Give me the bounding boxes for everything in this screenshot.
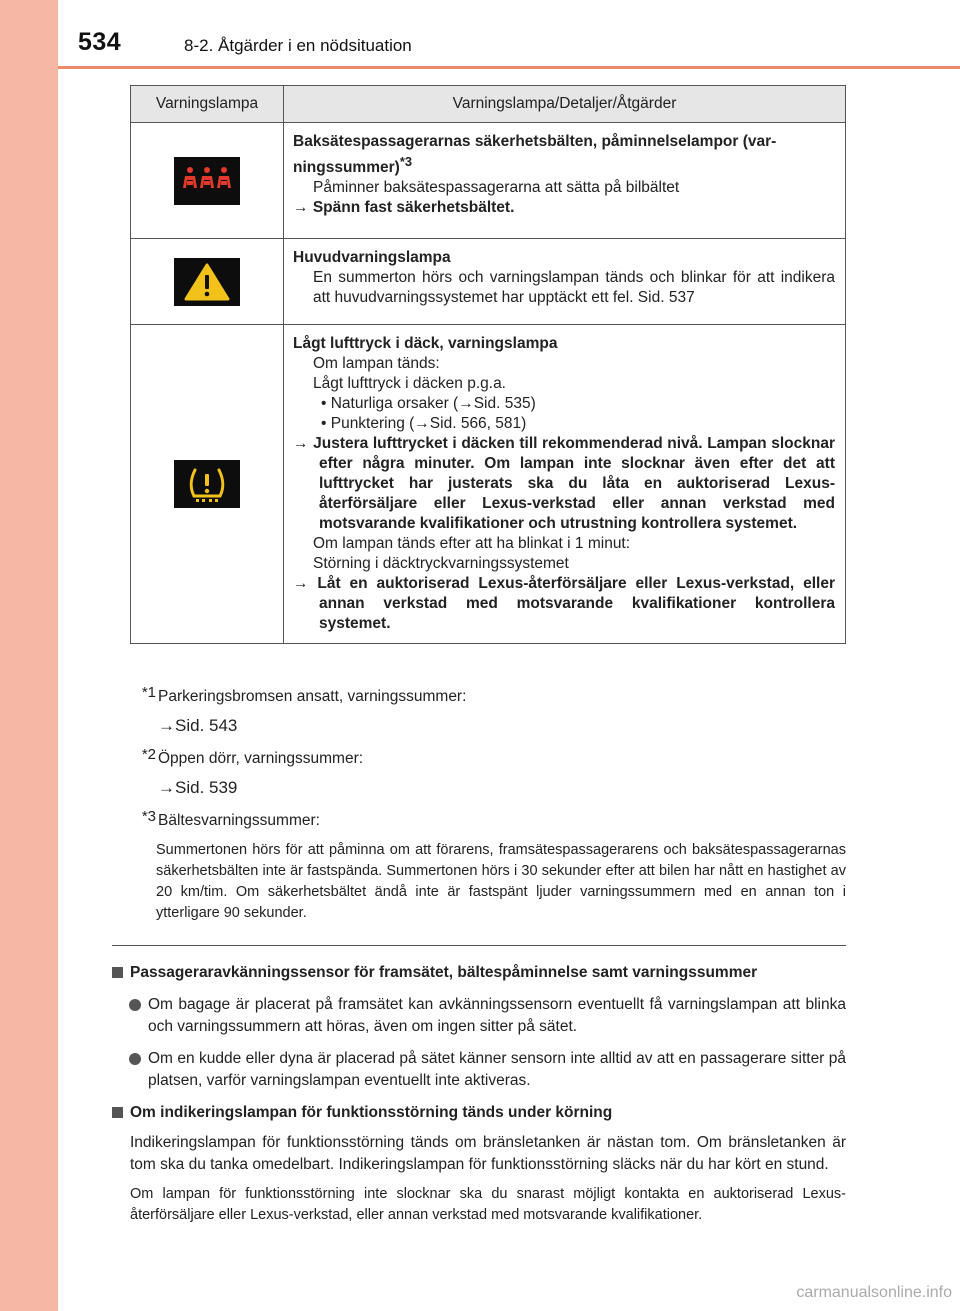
- footnote-mark: *3: [141, 808, 156, 825]
- list-item-text: Om bagage är placerat på framsätet kan avkänningssensorn eventuellt få varningslampan att blinka och varningssummern att höras, även om ingen sitter på sätet.: [148, 996, 846, 1035]
- table-row: [131, 239, 846, 325]
- section-divider: [112, 945, 846, 946]
- list-item: [112, 1048, 846, 1092]
- table-row: [131, 123, 846, 239]
- square-bullet-icon: [112, 1107, 123, 1118]
- row-action: Spänn fast säkerhetsbältet.: [312, 199, 515, 217]
- list-item: [112, 994, 846, 1038]
- footnote-ref: *3: [399, 154, 413, 169]
- note-heading: [112, 962, 846, 984]
- footnote: [130, 804, 846, 834]
- arrow-icon: →: [293, 199, 309, 217]
- page-header: [58, 0, 960, 68]
- list-item: • Naturliga orsaker (→Sid. 535): [321, 395, 536, 412]
- footnote-page-ref: →Sid. 539: [158, 778, 238, 797]
- master-warning-icon: [174, 258, 240, 306]
- section-title: 8-2. Åtgärder i en nödsituation: [184, 36, 412, 55]
- row-description: En summerton hörs och varningslampan tänds och blinkar för att indikera att huvudvarningssystemet har upptäckt ett fel. Sid. 537: [313, 269, 835, 306]
- footnote-page-ref: →Sid. 543: [158, 716, 238, 735]
- arrow-icon: →: [293, 435, 309, 452]
- row-title: Lågt lufttryck i däck, varningslampa: [293, 335, 558, 352]
- footnote: [130, 742, 846, 772]
- circle-bullet-icon: [129, 1053, 141, 1065]
- arrow-icon: →: [293, 575, 309, 592]
- footnote: [130, 680, 846, 710]
- row-line: Störning i däcktryckvarningssystemet: [313, 555, 569, 572]
- circle-bullet-icon: [129, 999, 141, 1011]
- notes-section: [112, 958, 846, 1226]
- footnotes: [130, 680, 846, 924]
- row-title: Baksätespassagerarnas säkerhetsbälten, påminnelselampor (var-: [293, 133, 777, 150]
- watermark: carmanualsonline.info: [796, 1284, 952, 1301]
- footnote-mark: *2: [141, 746, 156, 763]
- page-number: 534: [78, 28, 122, 56]
- footnote-text: Öppen dörr, varningssummer:: [158, 750, 364, 767]
- note-heading-text: Passageraravkänningssensor för framsätet, bältespåminnelse samt varningssummer: [130, 964, 758, 981]
- warning-light-table: [130, 85, 846, 644]
- square-bullet-icon: [112, 967, 123, 978]
- paragraph: Om lampan för funktionsstörning inte slocknar ska du snarast möjligt kontakta en auktoriserad Lexus-återförsäljare eller Lexus-verkstad, eller annan verkstad med motsvarande kvalifikationer.: [130, 1186, 846, 1223]
- row-line: Om lampan tänds:: [313, 355, 440, 372]
- rear-seatbelt-reminder-icon: [174, 157, 240, 205]
- row-action: Låt en auktoriserad Lexus-återförsäljare eller Lexus-verkstad, eller annan verkstad med motsvarande kvalifikationer kontrollera systemet.: [317, 575, 836, 632]
- row-title-cont: ningssummer): [293, 159, 400, 177]
- column-header-light: Varningslampa: [131, 86, 284, 123]
- footnote-mark: *1: [141, 684, 156, 701]
- row-line: Om lampan tänds efter att ha blinkat i 1 minut:: [313, 535, 631, 552]
- table-header-row: [131, 86, 846, 123]
- footnote-body: Summertonen hörs för att påminna om att förarens, framsätespassagerarens och baksätespassagerarnas säkerhetsbälten inte är fastspända. Summertonen hörs i 30 sekunder efter att bilen har nått en hastighet av 20 km/tim. Om säkerhetsbältet ändå inte är fastspänt ljuder varningssummern med en annan ton i ytterligare 90 sekunder.: [156, 842, 846, 921]
- footnote-text: Bältesvarningssummer:: [158, 812, 320, 829]
- row-action: Justera lufttrycket i däcken till rekommenderad nivå. Lampan slocknar efter några minuter. Om lampan inte slocknar även efter det att lufttrycket har justerats ska du låta en auktoriserad Lexus-återförsäljare eller Lexus-verkstad eller annan verkstad med motsvarande kvalifikationer och utrustning kontrollera systemet.: [313, 435, 835, 532]
- note-heading: [112, 1102, 846, 1124]
- row-description: Påminner baksätespassagerarna att sätta på bilbältet: [313, 179, 680, 197]
- low-tire-pressure-icon: [174, 460, 240, 508]
- column-header-details: Varningslampa/Detaljer/Åtgärder: [284, 86, 846, 123]
- row-line: Lågt lufttryck i däcken p.g.a.: [313, 375, 506, 392]
- row-title: Huvudvarningslampa: [293, 249, 451, 266]
- side-tab: [0, 0, 58, 1311]
- note-heading-text: Om indikeringslampan för funktionsstörning tänds under körning: [130, 1104, 613, 1121]
- table-row: [131, 325, 846, 644]
- footnote-text: Parkeringsbromsen ansatt, varningssummer:: [158, 688, 467, 705]
- header-rule: [58, 66, 960, 69]
- list-item-text: Om en kudde eller dyna är placerad på sätet känner sensorn inte alltid av att en passagerare sitter på platsen, varför varningslampan eventuellt inte aktiveras.: [148, 1050, 846, 1089]
- list-item: • Punktering (→Sid. 566, 581): [321, 415, 527, 432]
- paragraph: Indikeringslampan för funktionsstörning tänds om bränsletanken är nästan tom. Om bränsletanken är tom ska du tanka omedelbart. Indikeringslampan för funktionsstörning släcks när du har kört en stund.: [130, 1134, 846, 1173]
